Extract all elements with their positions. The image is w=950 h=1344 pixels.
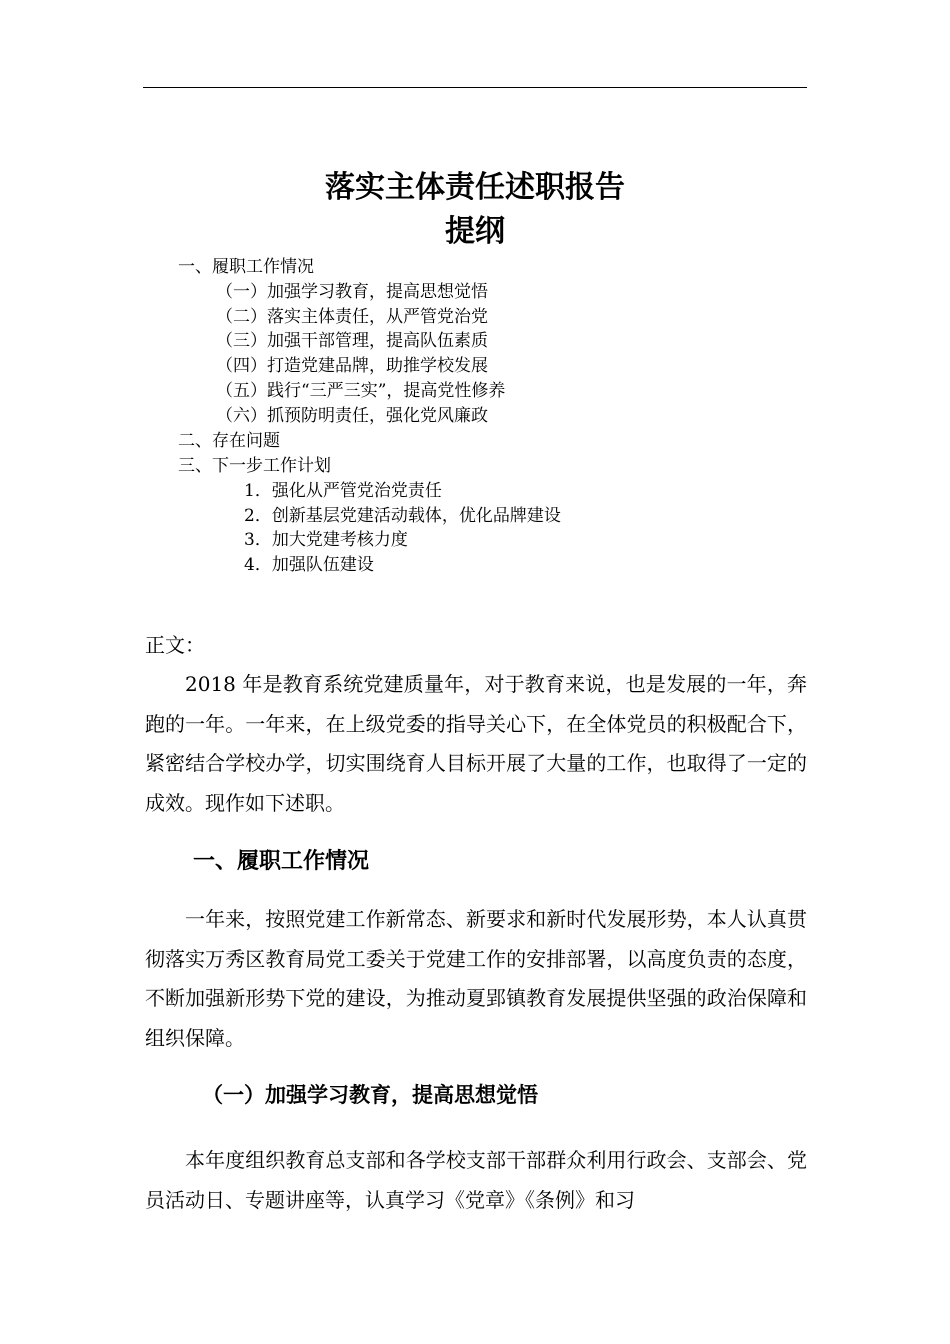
outline-item: （四）打造党建品牌，助推学校发展 (216, 356, 488, 377)
intro-paragraph: 2018 年是教育系统党建质量年，对于教育来说，也是发展的一年，奔跑的一年。一年来，在上级党委的指导关心下，在全体党员的积极配合下，紧密结合学校办学，切实围绕育人目标开展了大量的工作，也取得了一定的成效。现作如下述职。 (145, 672, 807, 815)
subsection-heading: （一）加强学习教育，提高思想觉悟 (202, 1082, 538, 1107)
document-subtitle: 提纲 (445, 214, 505, 249)
outline-item: 1．强化从严管党治党责任 (244, 481, 442, 501)
outline-section-3: 三、下一步工作计划 (178, 456, 331, 476)
outline-item: （三）加强干部管理，提高队伍素质 (216, 331, 488, 352)
outline-item: 2．创新基层党建活动载体，优化品牌建设 (244, 505, 561, 526)
outline-item: （一）加强学习教育，提高思想觉悟 (216, 282, 488, 302)
outline-section-1: 一、履职工作情况 (178, 257, 314, 277)
header-rule (143, 87, 807, 88)
outline-section-1-items (216, 280, 505, 428)
outline-item: 3．加大党建考核力度 (244, 530, 408, 551)
subsection-paragraph: 本年度组织教育总支部和各学校支部干部群众利用行政会、支部会、党员活动日、专题讲座等，认真学习《党章》《条例》和习 (145, 1148, 807, 1212)
body-label: 正文： (145, 633, 205, 657)
section-paragraph: 一年来，按照党建工作新常态、新要求和新时代发展形势，本人认真贯彻落实万秀区教育局党工委关于党建工作的安排部署，以高度负责的态度，不断加强新形势下党的建设，为推动夏郢镇教育发展提供坚强的政治保障和组织保障。 (145, 907, 807, 1050)
outline-item: （二）落实主体责任，从严管党治党 (216, 306, 488, 327)
outline-section-3-items (244, 479, 561, 578)
document-title: 落实主体责任述职报告 (325, 170, 625, 205)
outline-section-2: 二、存在问题 (178, 431, 280, 451)
outline-item: （六）抓预防明责任，强化党风廉政 (216, 405, 488, 426)
section-heading: 一、履职工作情况 (193, 849, 370, 874)
outline-item: 4．加强队伍建设 (244, 555, 374, 576)
outline-item: （五）践行“三严三实”，提高党性修养 (216, 380, 506, 401)
